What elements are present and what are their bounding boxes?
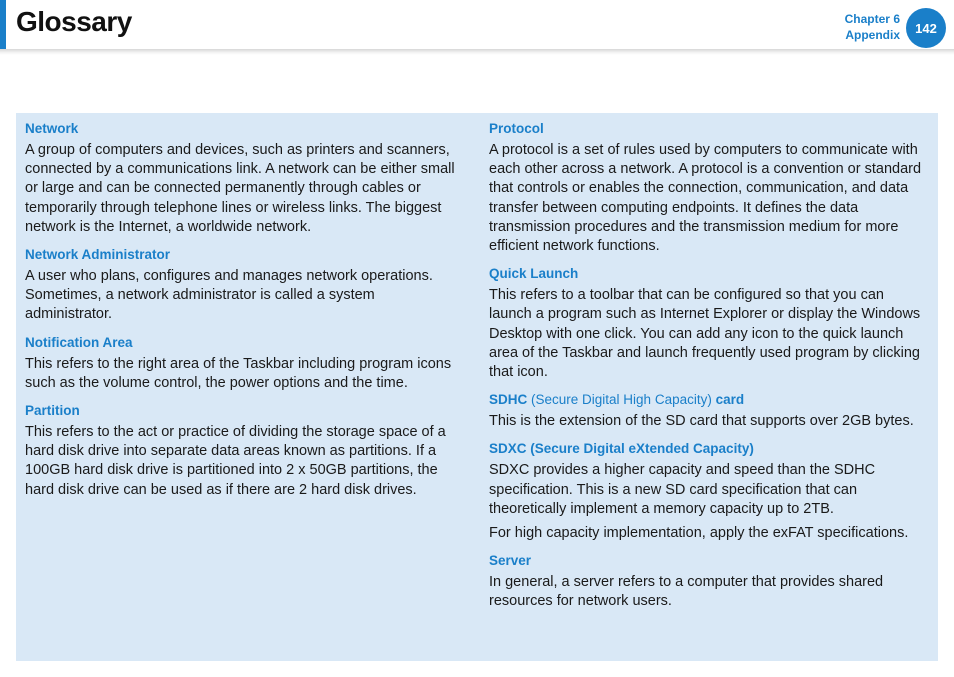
glossary-entry: [25, 120, 465, 237]
glossary-panel: [16, 113, 938, 661]
term-acronym: SDHC: [489, 392, 528, 408]
chapter-number: Chapter 6: [844, 12, 900, 26]
glossary-term: SDXC (Secure Digital eXtended Capacity): [489, 441, 754, 457]
glossary-term: Network Administrator: [25, 247, 171, 263]
glossary-entry: [489, 391, 929, 431]
page-number-badge: 142: [906, 8, 946, 48]
glossary-definition: A protocol is a set of rules used by computers to communicate with each other across a network. A protocol is a convention or standard that controls or enables the connection, communication, and data transfer between computing endpoints. It defines the data transmission procedures and the transmission medium for more efficient network functions.: [489, 142, 922, 255]
page-title: Glossary: [16, 6, 132, 37]
glossary-column-right: [489, 113, 929, 621]
glossary-term: Notification Area: [25, 334, 133, 350]
header-divider: [0, 49, 954, 55]
glossary-term: [489, 391, 929, 409]
glossary-entry: [489, 440, 929, 543]
glossary-definition: This is the extension of the SD card that supports over 2GB bytes.: [489, 413, 914, 430]
chapter-label: [845, 11, 900, 43]
glossary-definition: For high capacity implementation, apply the exFAT specifications.: [489, 525, 909, 542]
chapter-section: Appendix: [845, 28, 900, 42]
glossary-term: Quick Launch: [489, 266, 579, 282]
glossary-entry: [489, 552, 929, 611]
glossary-entry: [25, 246, 465, 325]
glossary-term: Partition: [25, 403, 80, 419]
glossary-entry: [25, 402, 465, 500]
glossary-definition: A user who plans, configures and manages network operations. Sometimes, a network administrator is called a system administrator.: [25, 268, 433, 323]
glossary-definition: A group of computers and devices, such as printers and scanners, connected by a communications link. A network can be either small or large and can be connected permanently through cables or temporarily through telephone lines or wireless links. The biggest network is the Internet, a worldwide network.: [25, 142, 455, 235]
glossary-entry: [489, 120, 929, 256]
glossary-column-left: [25, 113, 465, 509]
glossary-term: Protocol: [489, 121, 544, 136]
glossary-definition: In general, a server refers to a computer that provides shared resources for network users.: [489, 574, 884, 610]
glossary-term: Server: [489, 553, 532, 569]
glossary-entry: [489, 265, 929, 382]
glossary-definition: This refers to a toolbar that can be configured so that you can launch a program such as Internet Explorer or display the Windows Desktop with one click. You can add any icon to the quick launch area of the Taskbar and launch frequently used program by clicking that icon.: [489, 287, 921, 381]
header-accent-bar: [0, 0, 6, 51]
term-expansion: (Secure Digital High Capacity): [527, 392, 716, 408]
glossary-definition: SDXC provides a higher capacity and speed than the SDHC specification. This is a new SD card specification that can theoretically implement a memory capacity up to 2TB.: [489, 462, 876, 517]
glossary-entry: [25, 334, 465, 393]
glossary-definition: This refers to the act or practice of dividing the storage space of a hard disk drive into separate data areas known as partitions. If a 100GB hard disk drive is partitioned into 2 x 50GB partitions, the hard disk drive can be used as if there are 2 hard disk drives.: [25, 424, 446, 498]
glossary-definition: This refers to the right area of the Taskbar including program icons such as the volume control, the power options and the time.: [25, 355, 452, 391]
term-suffix: card: [715, 392, 745, 408]
glossary-term: Network: [25, 121, 79, 136]
